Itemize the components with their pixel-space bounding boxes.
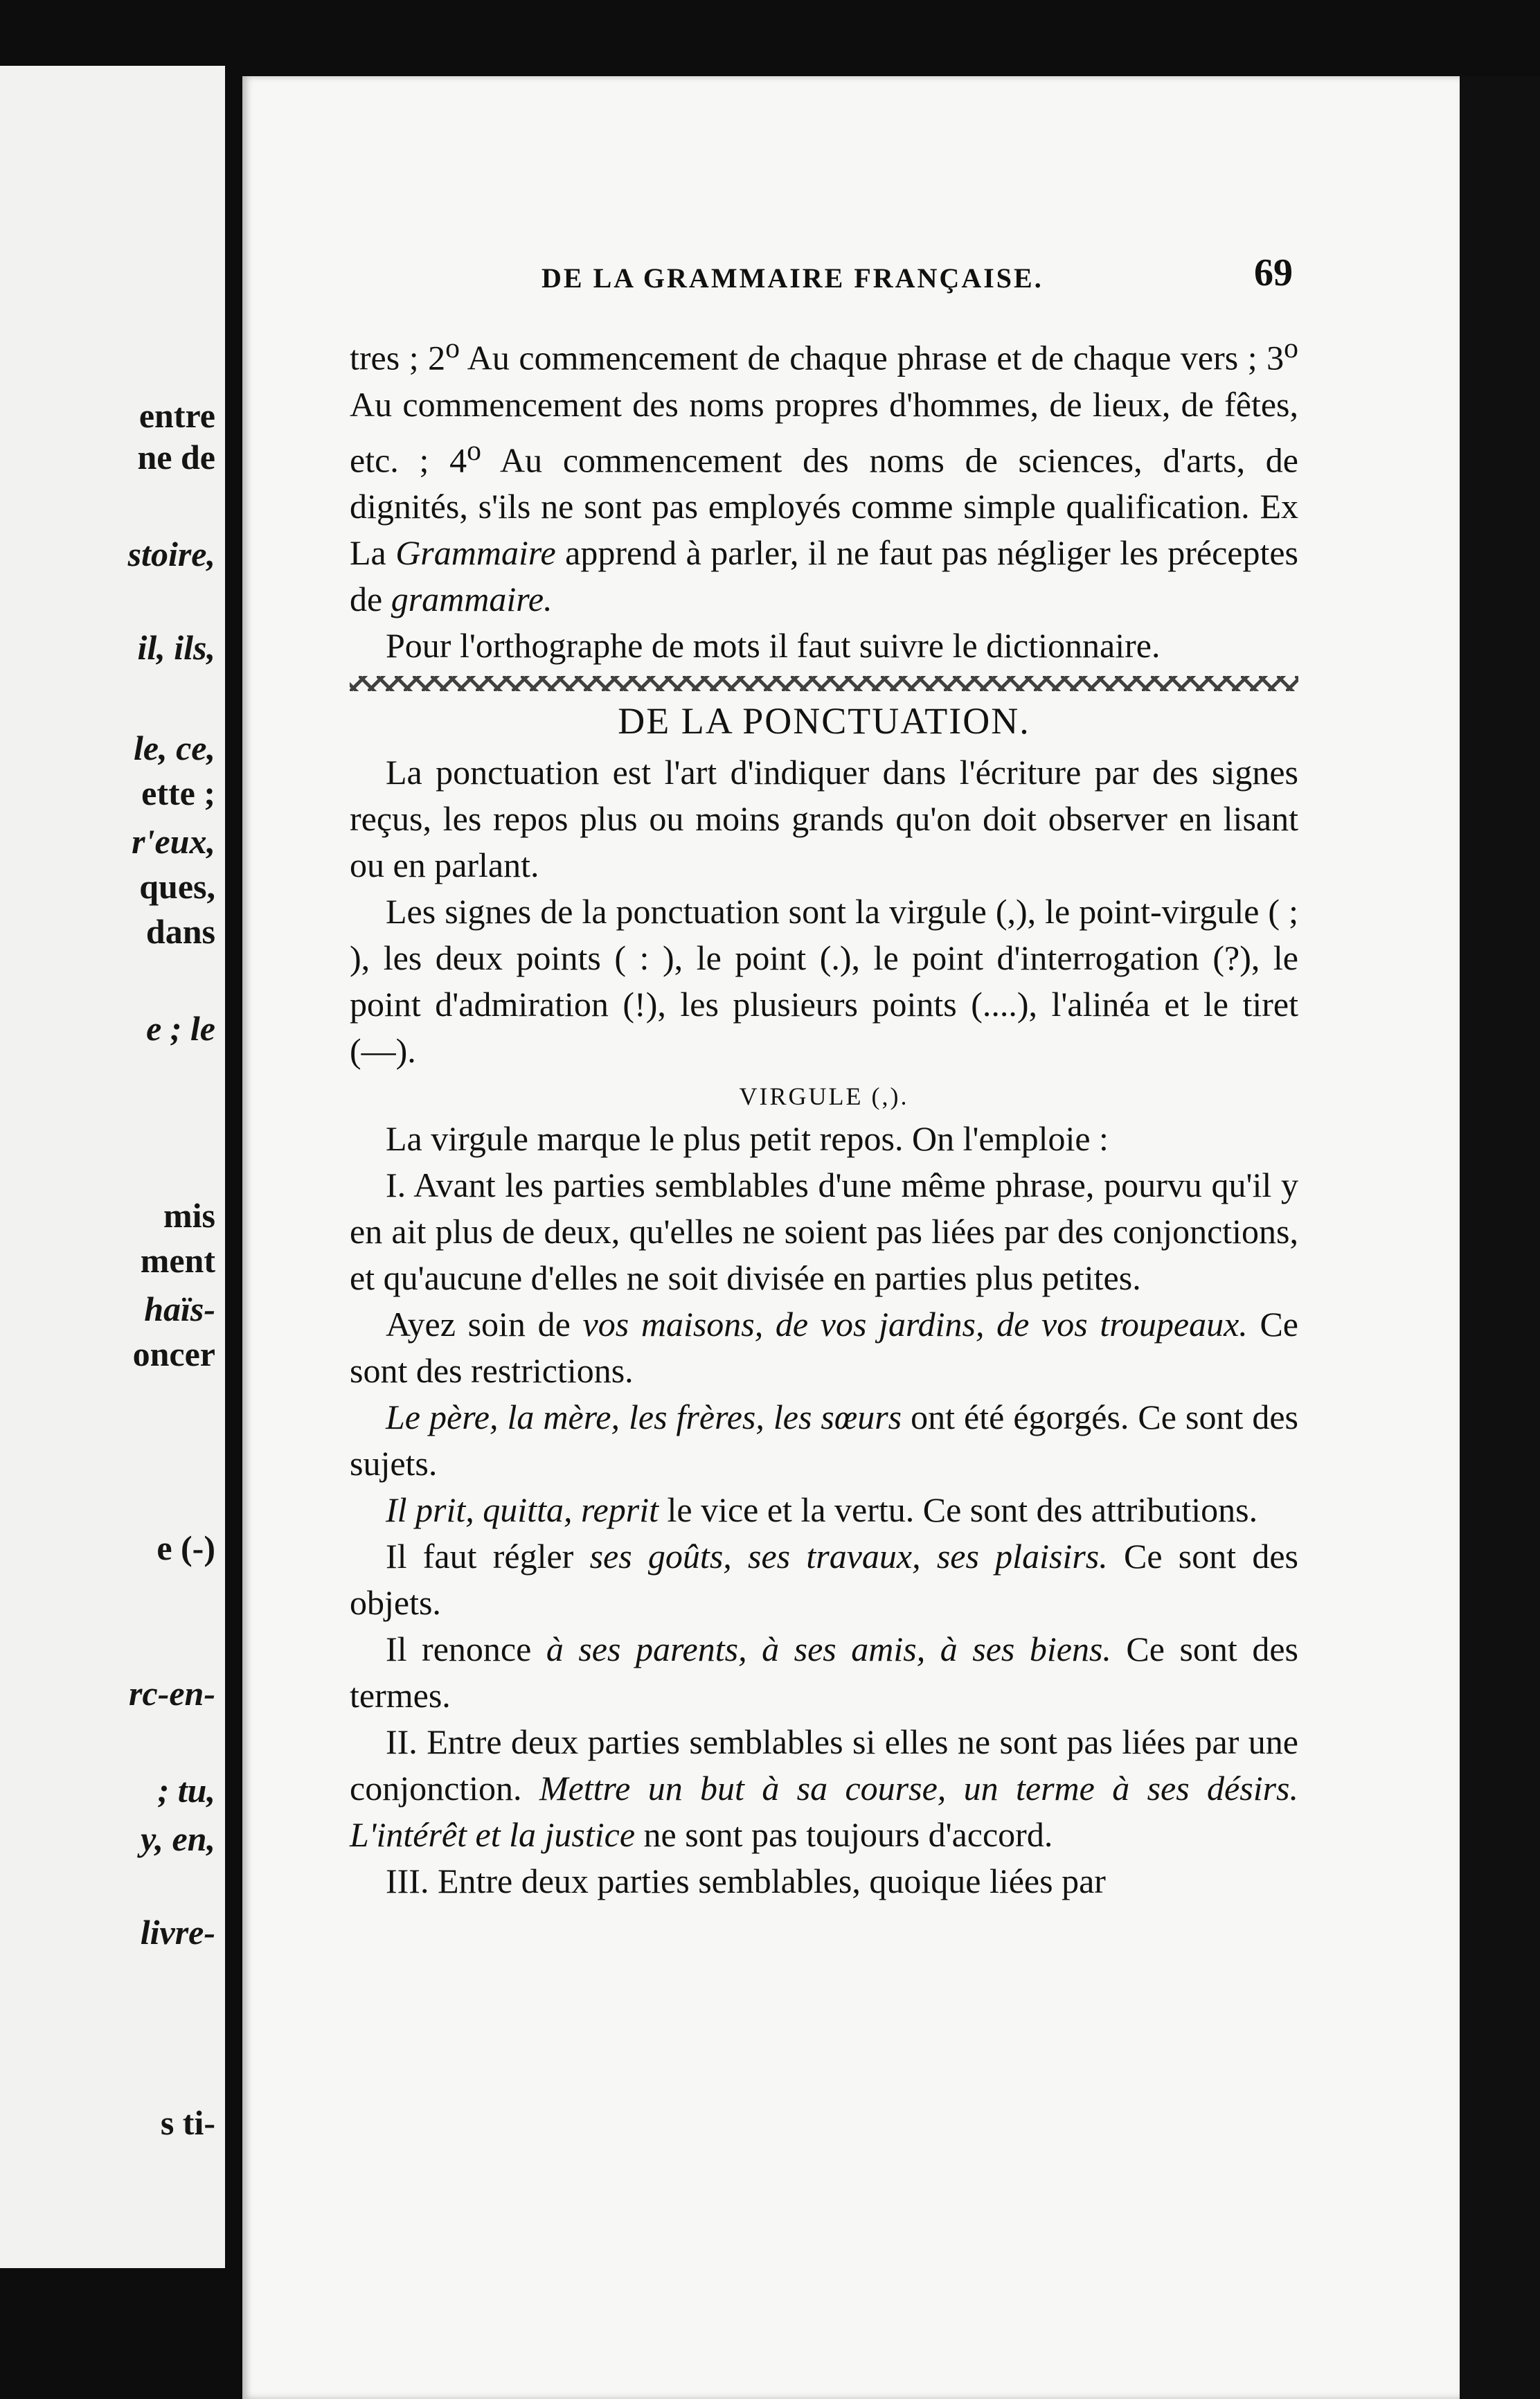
left-page-text-fragment: dans xyxy=(145,912,215,951)
section-title: DE LA PONCTUATION. xyxy=(618,700,1030,742)
paragraph: II. Entre deux parties semblables si elles ne sont pas liées par une conjonction. Mettre un but à sa course, un terme à ses désirs. L'intérêt et la justice ne sont pas toujours d'accord. xyxy=(350,1722,1298,1855)
left-page-text-fragment: ne de xyxy=(137,438,215,476)
left-page-fragment xyxy=(0,66,225,2268)
ornamental-rule xyxy=(350,676,1298,691)
left-page-text-fragment: s ti- xyxy=(160,2103,215,2142)
left-page-text-fragment: le, ce, xyxy=(134,729,215,767)
paragraph: I. Avant les parties semblables d'une même phrase, pourvu qu'il y en ait plus de deux, qu'elles ne soient pas liées par des conjonctions, et qu'aucune d'elles ne soit divisée en parties plus petites. xyxy=(350,1166,1298,1298)
left-page-text-fragment: mis xyxy=(163,1196,215,1235)
scan-edge xyxy=(1460,76,1540,2399)
left-page-text-fragment: ment xyxy=(140,1241,215,1280)
page-number: 69 xyxy=(1254,251,1293,294)
left-page-text-fragment: ques, xyxy=(139,867,215,906)
example: Ayez soin de vos maisons, de vos jardins, de vos troupeaux. Ce sont des restrictions. xyxy=(350,1305,1298,1391)
subsection-title: VIRGULE (,). xyxy=(739,1082,909,1111)
left-page-text-fragment: e ; le xyxy=(146,1009,215,1048)
left-page-text-fragment: haïs- xyxy=(144,1290,215,1328)
example: Il faut régler ses goûts, ses travaux, ses plaisirs. Ce sont des objets. xyxy=(350,1537,1298,1623)
left-page-text-fragment: il, ils, xyxy=(137,628,215,667)
left-page-text-fragment: ette ; xyxy=(141,774,215,812)
example: Il prit, quitta, reprit le vice et la vertu. Ce sont des attributions. xyxy=(386,1490,1258,1530)
paragraph: tres ; 2$^o$ Au commencement de chaque phrase et de chaque vers ; 3$^o$ Au commencement des noms propres d'hommes, de lieux, de fêtes, etc. ; 4$^o$ Au commencement des noms de sciences, d'arts, de dignités, s'ils ne sont pas employés comme simple qualification. Ex La Grammaire apprend à parler, il ne faut pas négliger les préceptes de grammaire. xyxy=(350,332,1299,619)
left-page-text-fragment: rc-en- xyxy=(129,1674,215,1713)
left-page-text-fragment: ; tu, xyxy=(157,1771,215,1810)
example: Il renonce à ses parents, à ses amis, à ses biens. Ce sont des termes. xyxy=(350,1630,1298,1715)
paragraph: Les signes de la ponctuation sont la virgule (,), le point-virgule ( ; ), les deux points ( : ), le point (.), le point d'interrogation (?), le point d'admiration (!), les plusieurs points (....), l'alinéa et le tiret (—). xyxy=(350,892,1298,1071)
paragraph: Pour l'orthographe de mots il faut suivre le dictionnaire. xyxy=(386,626,1161,666)
left-page-text-fragment: livre- xyxy=(140,1913,215,1952)
left-page-text-fragment: stoire, xyxy=(127,535,215,573)
paragraph: La ponctuation est l'art d'indiquer dans l'écriture par des signes reçus, les repos plus ou moins grands qu'on doit observer en lisant ou en parlant. xyxy=(350,753,1298,885)
left-page-text-fragment: entre xyxy=(138,396,215,435)
example: Le père, la mère, les frères, les sœurs ont été égorgés. Ce sont des sujets. xyxy=(350,1398,1298,1483)
paragraph: III. Entre deux parties semblables, quoique liées par xyxy=(386,1862,1106,1901)
body-text xyxy=(350,325,1298,1905)
running-head: DE LA GRAMMAIRE FRANÇAISE. xyxy=(541,262,1044,294)
left-page-text-fragment: oncer xyxy=(132,1335,215,1373)
paragraph: La virgule marque le plus petit repos. On l'emploie : xyxy=(386,1119,1109,1159)
left-page-text-fragment: y, en, xyxy=(141,1819,215,1858)
left-page-text-fragment: e (-) xyxy=(156,1528,215,1567)
left-page-text-fragment: r'eux, xyxy=(132,822,215,861)
